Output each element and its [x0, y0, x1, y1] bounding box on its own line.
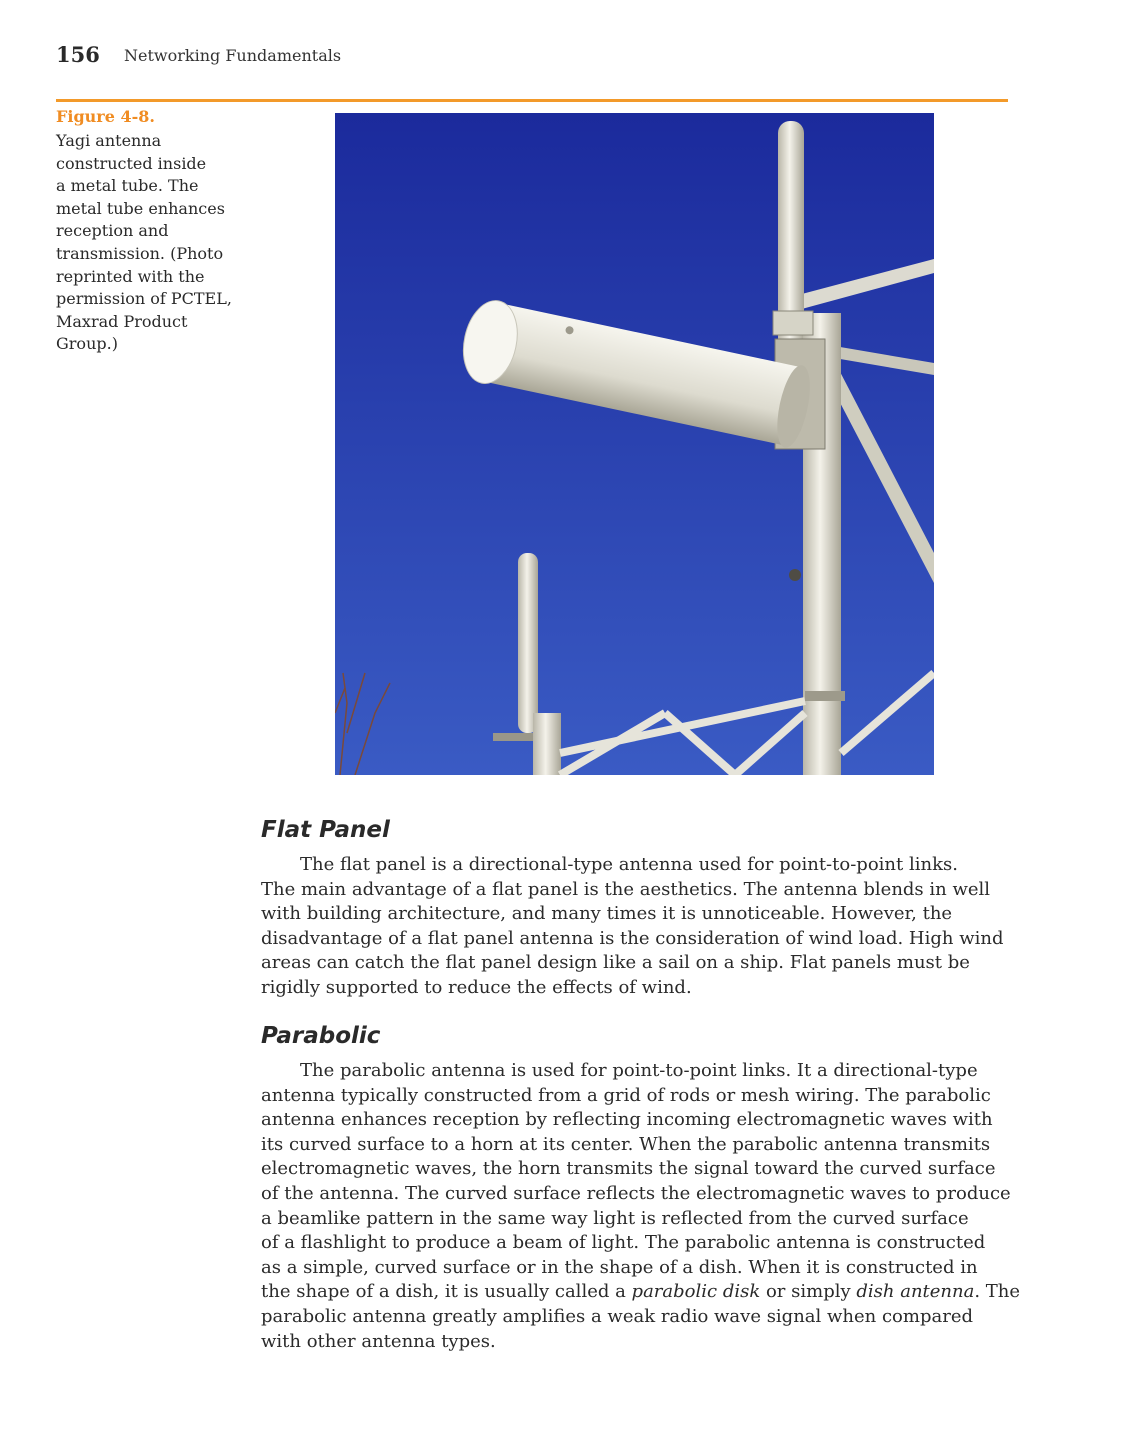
- parabolic-paragraph: [261, 1059, 1021, 1354]
- caption-line: transmission. (Photo: [56, 243, 224, 263]
- paragraph-line: with other antenna types.: [261, 1330, 496, 1352]
- lower-mast-clamp: [805, 691, 845, 701]
- lower-clamp: [493, 733, 533, 741]
- paragraph-line: parabolic antenna greatly amplifies a weak radio wave signal when compared: [261, 1305, 973, 1327]
- term-dish-antenna: dish antenna: [856, 1281, 975, 1303]
- term-parabolic-disk: parabolic disk: [631, 1281, 761, 1303]
- figure-rule: [56, 99, 1008, 102]
- running-head: Networking Fundamentals: [124, 46, 342, 65]
- caption-line: metal tube enhances: [56, 198, 225, 218]
- lower-mast: [518, 553, 538, 733]
- paragraph-line: a beamlike pattern in the same way light is reflected from the curved surface: [261, 1207, 969, 1229]
- page-number: 156: [56, 42, 100, 67]
- flat-panel-paragraph: [261, 853, 1021, 1001]
- paragraph-line: areas can catch the flat panel design like a sail on a ship. Flat panels must be: [261, 952, 970, 974]
- paragraph-line: its curved surface to a horn at its center. When the parabolic antenna transmits: [261, 1133, 991, 1155]
- paragraph-line-with-terms: [261, 1280, 1021, 1305]
- line-text: or simply: [760, 1281, 857, 1303]
- caption-line: constructed inside: [56, 153, 207, 173]
- paragraph-line: antenna enhances reception by reflecting incoming electromagnetic waves with: [261, 1109, 993, 1131]
- caption-line: Group.): [56, 334, 118, 354]
- caption-line: permission of PCTEL,: [56, 289, 232, 309]
- paragraph-line: with building architecture, and many times it is unnoticeable. However, the: [261, 903, 953, 925]
- paragraph-line: as a simple, curved surface or in the shape of a dish. When it is constructed in: [261, 1256, 978, 1278]
- section-heading-flat-panel: Flat Panel: [261, 817, 390, 843]
- paragraph-line: The parabolic antenna is used for point-to-point links. It a directional-type: [300, 1060, 978, 1081]
- mast-clamp: [773, 311, 813, 335]
- sky-background: [335, 113, 934, 775]
- paragraph-line: of the antenna. The curved surface reflects the electromagnetic waves to produce: [261, 1182, 1011, 1204]
- antenna-illustration: [335, 113, 934, 775]
- paragraph-line: electromagnetic waves, the horn transmits the signal toward the curved surface: [261, 1158, 996, 1180]
- caption-line: reception and: [56, 221, 169, 241]
- figure-label: Figure 4-8.: [56, 107, 155, 126]
- cable-fitting: [789, 569, 801, 581]
- paragraph-line: disadvantage of a flat panel antenna is the consideration of wind load. High wind: [261, 927, 1004, 949]
- figure-caption: [56, 130, 246, 356]
- caption-line: Maxrad Product: [56, 311, 188, 331]
- paragraph-line: of a flashlight to produce a beam of light. The parabolic antenna is constructed: [261, 1232, 986, 1254]
- caption-line: reprinted with the: [56, 266, 205, 286]
- caption-line: Yagi antenna: [56, 131, 162, 150]
- paragraph-line: rigidly supported to reduce the effects of wind.: [261, 976, 692, 998]
- paragraph-line: antenna typically constructed from a grid of rods or mesh wiring. The parabolic: [261, 1084, 991, 1106]
- section-heading-parabolic: Parabolic: [261, 1023, 381, 1049]
- paragraph-line: The flat panel is a directional-type antenna used for point-to-point links.: [300, 854, 958, 875]
- line-text: . The: [974, 1281, 1021, 1303]
- yagi-antenna-photo: [335, 113, 934, 775]
- line-text: the shape of a dish, it is usually called a: [261, 1281, 632, 1303]
- lower-mast-base: [533, 713, 561, 775]
- caption-line: a metal tube. The: [56, 176, 199, 196]
- paragraph-line: The main advantage of a flat panel is the aesthetics. The antenna blends in well: [261, 878, 991, 900]
